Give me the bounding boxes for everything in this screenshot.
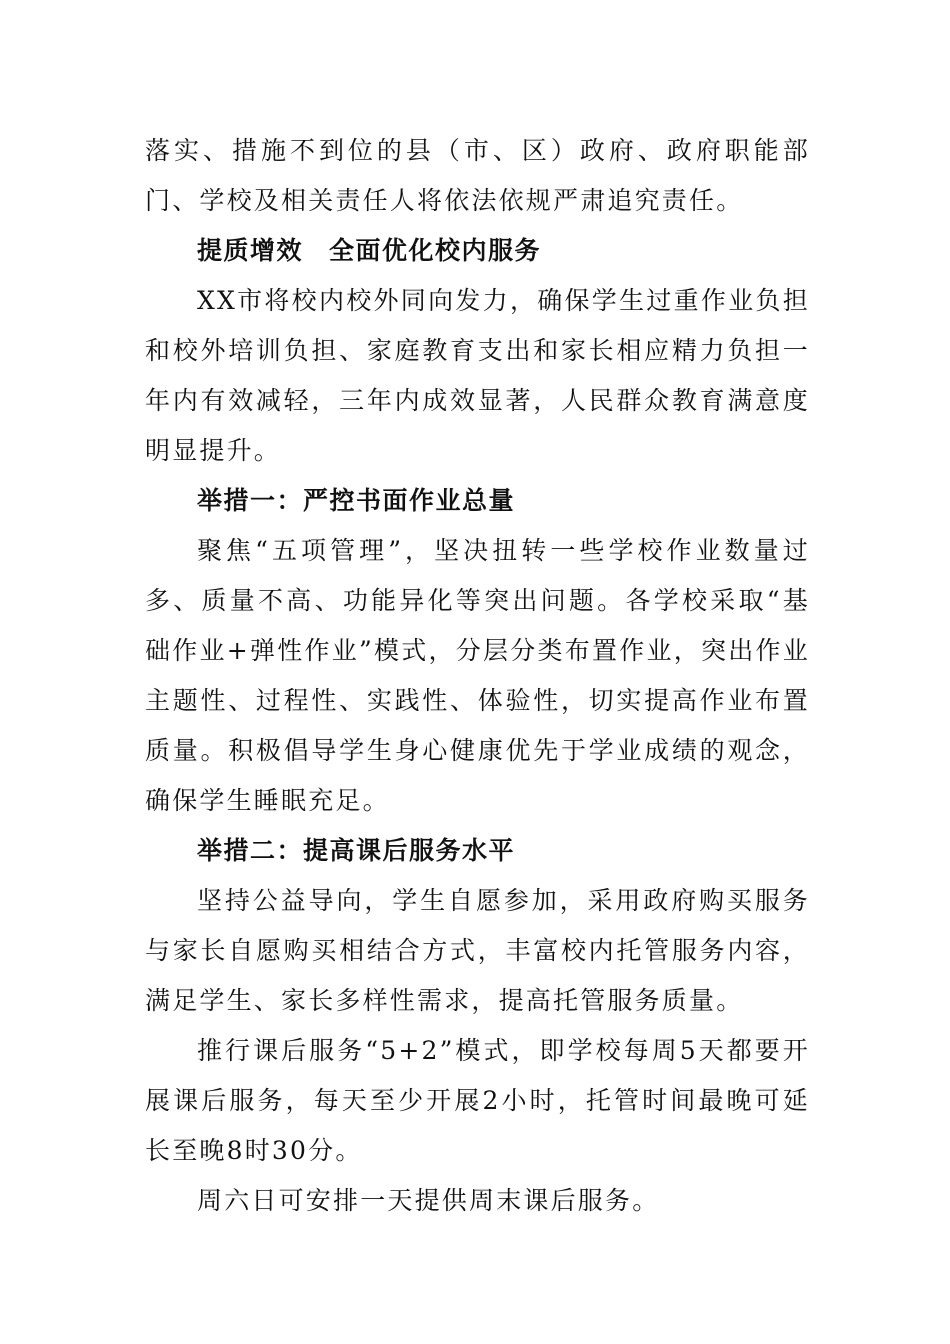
section-heading-part1: 提质增效 — [197, 236, 304, 265]
continuation-paragraph: 落实、措施不到位的县（市、区）政府、政府职能部门、学校及相关责任人将依法依规严肃追究责任。 — [145, 136, 810, 215]
measure1-paragraph: 聚焦“五项管理”，坚决扭转一些学校作业数量过多、质量不高、功能异化等突出问题。各学校采取“基础作业+弹性作业”模式，分层分类布置作业，突出作业主题性、过程性、实践性、体验性，切实提高作业布置质量。积极倡导学生身心健康优先于学业成绩的观念，确保学生睡眠充足。 — [145, 536, 810, 815]
section-heading-part2: 全面优化校内服务 — [329, 236, 542, 265]
section-heading — [145, 226, 810, 276]
intro-paragraph: XX市将校内校外同向发力，确保学生过重作业负担和校外培训负担、家庭教育支出和家长相应精力负担一年内有效减轻，三年内成效显著，人民群众教育满意度明显提升。 — [145, 286, 810, 465]
measure2-paragraph-a: 坚持公益导向，学生自愿参加，采用政府购买服务与家长自愿购买相结合方式，丰富校内托管服务内容，满足学生、家长多样性需求，提高托管服务质量。 — [145, 886, 810, 1015]
measure2-paragraph-c: 周六日可安排一天提供周末课后服务。 — [197, 1186, 660, 1215]
document-body — [145, 126, 810, 1226]
measure1-heading: 举措一：严控书面作业总量 — [197, 486, 516, 515]
measure2-paragraph-b: 推行课后服务“5+2”模式，即学校每周5天都要开展课后服务，每天至少开展2小时，托管时间最晚可延长至晚8时30分。 — [145, 1036, 810, 1165]
measure2-heading: 举措二：提高课后服务水平 — [197, 836, 516, 865]
